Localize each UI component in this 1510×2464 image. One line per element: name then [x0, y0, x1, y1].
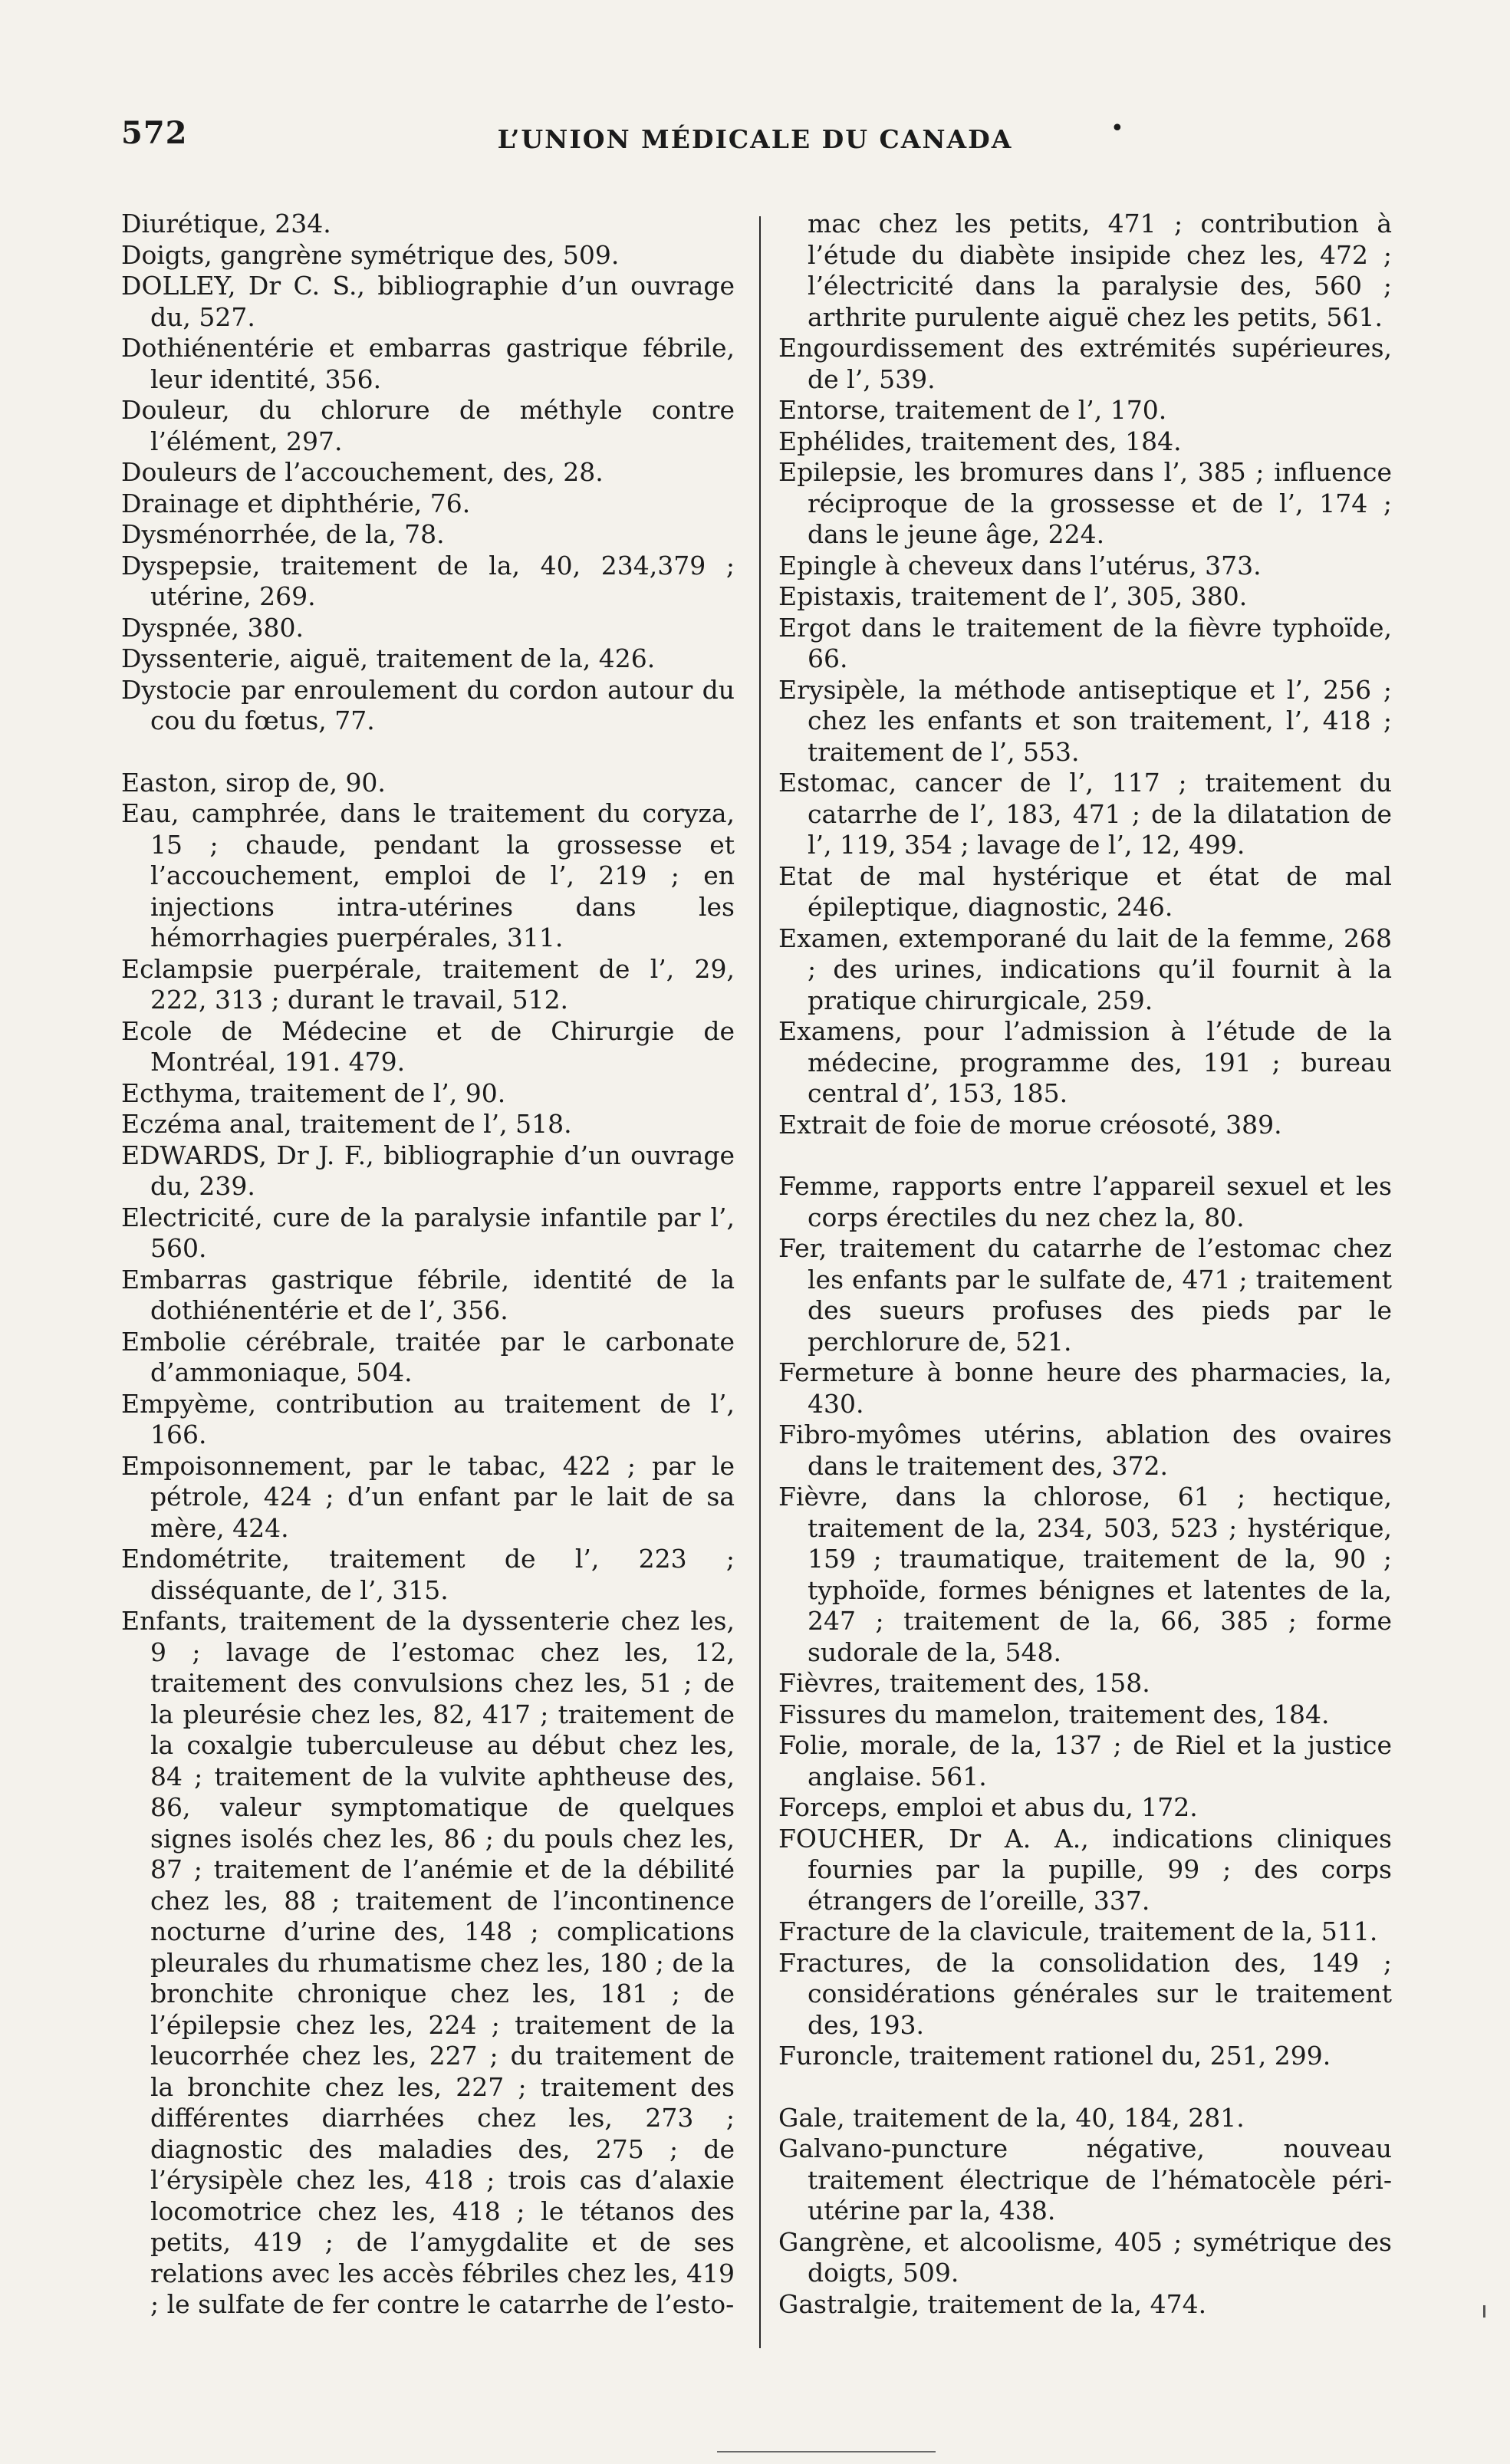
column-divider — [759, 216, 761, 2348]
index-entry: Furoncle, traitement rationel du, 251, 299. — [778, 2041, 1331, 2071]
index-entry: Dyspnée, 380. — [121, 612, 304, 643]
index-entry: mac chez les petits, 471 ; contribution à l’étude du diabète insipide chez les, 472 ; l’électricité dans la paralysie des, 560 ; arthrite purulente aiguë chez les petits, 561. — [808, 209, 1392, 332]
index-entry: Empoisonnement, par le tabac, 422 ; par le pétrole, 424 ; d’un enfant par le lait de sa mère, 424. — [121, 1450, 735, 1543]
index-column-left — [121, 209, 735, 2321]
index-entry: Ergot dans le traitement de la fièvre typhoïde, 66. — [778, 612, 1392, 673]
index-entry: Fissures du mamelon, traitement des, 184. — [778, 1699, 1330, 1729]
index-entry: Folie, morale, de la, 137 ; de Riel et la justice anglaise. 561. — [778, 1730, 1392, 1791]
index-entry: Dothiénentérie et embarras gastrique fébrile, leur identité, 356. — [121, 333, 735, 394]
index-entry: Ecole de Médecine et de Chirurgie de Montréal, 191. 479. — [121, 1015, 735, 1077]
index-entry: Fermeture à bonne heure des pharmacies, la, 430. — [778, 1357, 1392, 1419]
index-entry: Gale, traitement de la, 40, 184, 281. — [778, 2102, 1245, 2133]
index-entry: Endométrite, traitement de l’, 223 ; disséquante, de l’, 315. — [121, 1544, 735, 1605]
index-entry: Examen, extemporané du lait de la femme, 268 ; des urines, indications qu’il fournit à la pratique chirurgicale, 259. — [778, 923, 1392, 1015]
index-entry: Etat de mal hystérique et état de mal épileptique, diagnostic, 246. — [778, 860, 1392, 922]
index-entry: EDWARDS, Dr J. F., bibliographie d’un ouvrage du, 239. — [121, 1140, 735, 1201]
index-entry: Ecthyma, traitement de l’, 90. — [121, 1077, 506, 1108]
running-head: L’UNION MÉDICALE DU CANADA — [497, 124, 1013, 154]
index-entry: Eau, camphrée, dans le traitement du coryza, 15 ; chaude, pendant la grossesse et l’accouchement, emploi de l’, 219 ; en injections intra-utérines dans les hémorrhagies puerpérales, 311. — [121, 798, 735, 952]
page-number: 572 — [121, 115, 188, 151]
index-entry: Fer, traitement du catarrhe de l’estomac chez les enfants par le sulfate de, 471 ; traitement des sueurs profuses des pieds par le perchlorure de, 521. — [778, 1233, 1392, 1357]
index-entry: Entorse, traitement de l’, 170. — [778, 395, 1167, 425]
index-entry: Extrait de foie de morue créosoté, 389. — [778, 1109, 1282, 1140]
index-entry: Drainage et diphthérie, 76. — [121, 488, 471, 518]
index-entry: Femme, rapports entre l’appareil sexuel et les corps érectiles du nez chez la, 80. — [778, 1171, 1392, 1232]
index-entry: Fièvre, dans la chlorose, 61 ; hectique, traitement de la, 234, 503, 523 ; hystérique, 159 ; traumatique, traitement de la, 90 ; typhoïde, formes bénignes et latentes de la, 247 ; traitement de la, 66, 385 ; forme sudorale de la, 548. — [778, 1482, 1392, 1667]
index-entry: Electricité, cure de la paralysie infantile par l’, 560. — [121, 1202, 735, 1263]
index-entry: Douleur, du chlorure de méthyle contre l’élément, 297. — [121, 395, 735, 456]
index-entry: Empyème, contribution au traitement de l’, 166. — [121, 1388, 735, 1449]
index-entry: Gangrène, et alcoolisme, 405 ; symétrique des doigts, 509. — [778, 2226, 1392, 2288]
index-entry: Forceps, emploi et abus du, 172. — [778, 1792, 1198, 1822]
index-entry: Epilepsie, les bromures dans l’, 385 ; influence réciproque de la grossesse et de l’, 174 ; dans le jeune âge, 224. — [778, 457, 1392, 549]
index-column-right — [778, 209, 1392, 2320]
index-entry: Epingle à cheveux dans l’utérus, 373. — [778, 550, 1262, 581]
index-entry: Enfants, traitement de la dyssenterie chez les, 9 ; lavage de l’estomac chez les, 12, traitement des convulsions chez les, 51 ; de la pleurésie chez les, 82, 417 ; traitement de la coxalgie tuberculeuse au début chez les, 84 ; traitement de la vulvite aphtheuse des, 86, valeur symptomatique de quelques signes isolés chez les, 86 ; du pouls chez les, 87 ; traitement de l’anémie et de la débilité chez les, 88 ; traitement de l’incontinence nocturne d’urine des, 148 ; complications pleurales du rhumatisme chez les, 180 ; de la bronchite chronique chez les, 181 ; de l’épilepsie chez les, 224 ; traitement de la leucorrhée chez les, 227 ; du traitement de la bronchite chez les, 227 ; traitement des différentes diarrhées chez les, 273 ; diagnostic des maladies des, 275 ; de l’érysipèle chez les, 418 ; trois cas d’alaxie locomotrice chez les, 418 ; le tétanos des petits, 419 ; de l’amygdalite et de ses relations avec les accès fébriles chez les, 419 ; le sulfate de fer contre le catarrhe de l’esto- — [121, 1606, 735, 2319]
index-entry: FOUCHER, Dr A. A., indications cliniques fournies par la pupille, 99 ; des corps étrangers de l’oreille, 337. — [778, 1823, 1392, 1916]
index-entry: Eclampsie puerpérale, traitement de l’, 29, 222, 313 ; durant le travail, 512. — [121, 953, 735, 1015]
index-entry: Embarras gastrique fébrile, identité de la dothiénentérie et de l’, 356. — [121, 1264, 735, 1325]
footer-rule — [717, 2451, 936, 2452]
index-entry: Fracture de la clavicule, traitement de la, 511. — [778, 1916, 1378, 1946]
index-entry: Galvano-puncture négative, nouveau traitement électrique de l’hématocèle péri-utérine par la, 438. — [778, 2133, 1392, 2225]
index-entry: Engourdissement des extrémités supérieures, de l’, 539. — [778, 333, 1392, 394]
index-entry: Gastralgie, traitement de la, 474. — [778, 2288, 1207, 2319]
index-entry: Epistaxis, traitement de l’, 305, 380. — [778, 581, 1248, 611]
index-entry: Dyspepsie, traitement de la, 40, 234,379 ; utérine, 269. — [121, 550, 735, 611]
index-entry: Doigts, gangrène symétrique des, 509. — [121, 239, 620, 270]
index-entry: Erysipèle, la méthode antiseptique et l’, 256 ; chez les enfants et son traitement, l’, 418 ; traitement de l’, 553. — [778, 674, 1392, 767]
index-entry: Ephélides, traitement des, 184. — [778, 426, 1182, 456]
index-entry: Dyssenterie, aiguë, traitement de la, 426. — [121, 643, 656, 673]
index-entry: DOLLEY, Dr C. S., bibliographie d’un ouvrage du, 527. — [121, 271, 735, 332]
index-entry: Fièvres, traitement des, 158. — [778, 1668, 1150, 1698]
index-entry: Easton, sirop de, 90. — [121, 767, 386, 798]
index-entry: Fractures, de la consolidation des, 149 ; considérations générales sur le traitement des, 193. — [778, 1947, 1392, 2040]
index-entry: Eczéma anal, traitement de l’, 518. — [121, 1109, 572, 1139]
index-entry: Estomac, cancer de l’, 117 ; traitement du catarrhe de l’, 183, 471 ; de la dilatation de l’, 119, 354 ; lavage de l’, 12, 499. — [778, 768, 1392, 860]
index-entry: Embolie cérébrale, traitée par le carbonate d’ammoniaque, 504. — [121, 1326, 735, 1387]
index-entry: Diurétique, 234. — [121, 209, 331, 239]
index-entry: Examens, pour l’admission à l’étude de la médecine, programme des, 191 ; bureau central d’, 153, 185. — [778, 1016, 1392, 1108]
header-dot: • — [1110, 115, 1124, 142]
index-entry: Fibro-myômes utérins, ablation des ovaires dans le traitement des, 372. — [778, 1420, 1392, 1481]
index-entry: Douleurs de l’accouchement, des, 28. — [121, 457, 604, 487]
margin-mark — [1483, 2305, 1485, 2318]
index-entry: Dystocie par enroulement du cordon autour du cou du fœtus, 77. — [121, 674, 735, 735]
index-entry: Dysménorrhée, de la, 78. — [121, 519, 445, 549]
